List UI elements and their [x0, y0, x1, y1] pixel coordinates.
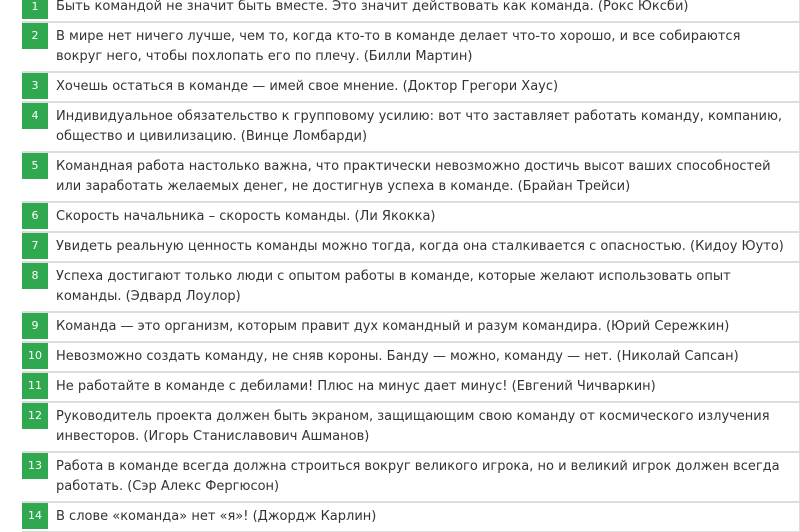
item-number-badge: 3: [22, 73, 48, 99]
list-item: [22, 202, 800, 232]
item-number-badge: 7: [22, 233, 48, 259]
item-number-badge: 11: [22, 373, 48, 399]
list-item: [22, 0, 800, 22]
list-item: [22, 232, 800, 262]
quote-text: Руководитель проекта должен быть экраном, защищающим свою команду от космического излучения инвесторов. (Игорь Станиславович Ашманов): [56, 409, 770, 444]
quote-text: Не работайте в команде с дебилами! Плюс на минус дает минус! (Евгений Чичваркин): [56, 379, 656, 394]
quote-text: Успеха достигают только люди с опытом работы в команде, которые желают использовать опыт команды. (Эдвард Лоулор): [56, 269, 731, 304]
list-item: [22, 152, 800, 202]
item-number-badge: 5: [22, 153, 48, 179]
quote-text: Командная работа настолько важна, что практически невозможно достичь высот ваших способностей или заработать желаемых денег, не достигнув успеха в команде. (Брайан Трейси): [56, 159, 771, 194]
list-item: [22, 402, 800, 452]
quote-text: В слове «команда» нет «я»! (Джордж Карлин): [56, 509, 377, 524]
list-item: [22, 372, 800, 402]
item-number-badge: 1: [22, 0, 48, 19]
item-number-badge: 8: [22, 263, 48, 289]
item-number-badge: 2: [22, 23, 48, 49]
list-item: [22, 342, 800, 372]
item-number-badge: 14: [22, 503, 48, 529]
quote-text: Скорость начальника – скорость команды. (Ли Якокка): [56, 209, 436, 224]
item-number-badge: 6: [22, 203, 48, 229]
list-item: [22, 312, 800, 342]
quote-text: Команда — это организм, которым правит дух командный и разум командира. (Юрий Сережкин): [56, 319, 730, 334]
list-item: [22, 452, 800, 502]
list-item: [22, 22, 800, 72]
item-number-badge: 13: [22, 453, 48, 479]
list-item: [22, 72, 800, 102]
item-number-badge: 12: [22, 403, 48, 429]
quote-text: Увидеть реальную ценность команды можно тогда, когда она сталкивается с опасностью. (Кидоу Юуто): [56, 239, 784, 254]
quote-text: Работа в команде всегда должна строиться вокруг великого игрока, но и великий игрок должен всегда работать. (Сэр Алекс Фергюсон): [56, 459, 780, 494]
quote-text: В мире нет ничего лучше, чем то, когда кто-то в команде делает что-то хорошо, и все собираются вокруг него, чтобы похлопать его по плечу. (Билли Мартин): [56, 29, 741, 64]
quote-text: Невозможно создать команду, не сняв короны. Банду — можно, команду — нет. (Николай Сапсан): [56, 349, 739, 364]
item-number-badge: 9: [22, 313, 48, 339]
list-item: [22, 262, 800, 312]
quote-text: Индивидуальное обязательство к групповому усилию: вот что заставляет работать команду, компанию, общество и цивилизацию. (Винце Ломбарди): [56, 109, 783, 144]
item-number-badge: 4: [22, 103, 48, 129]
quote-text: Хочешь остаться в команде — имей свое мнение. (Доктор Грегори Хаус): [56, 79, 559, 94]
item-number-badge: 10: [22, 343, 48, 369]
list-item: [22, 102, 800, 152]
quote-text: Быть командой не значит быть вместе. Это значит действовать как команда. (Рокс Юксби): [56, 0, 689, 14]
list-item: [22, 502, 800, 532]
